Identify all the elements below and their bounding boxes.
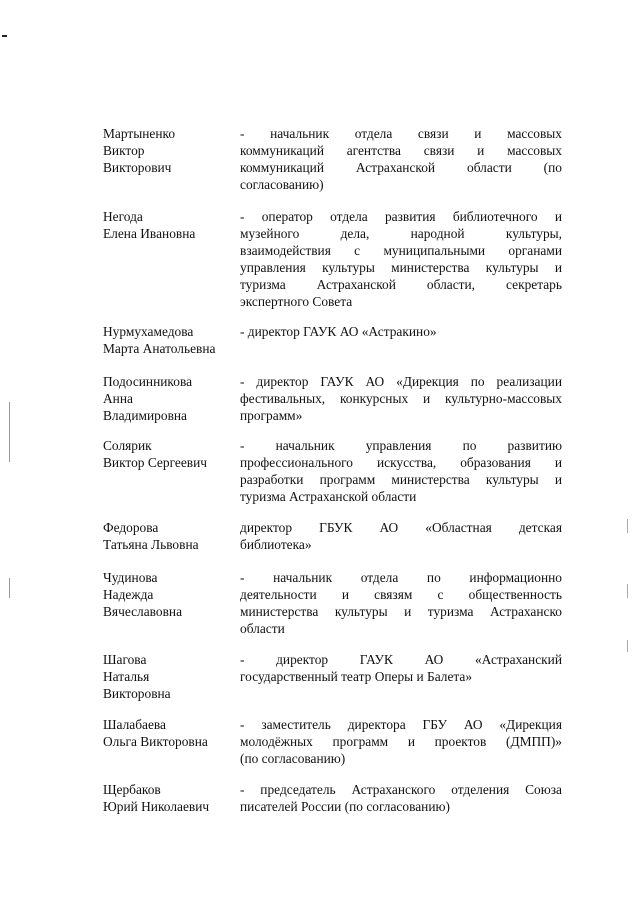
scan-mark-left-2 — [9, 578, 10, 598]
member-position-line: согласованию) — [240, 177, 324, 192]
member-position-line: туризма Астраханской области — [240, 489, 417, 504]
member-position-line: - директор ГАУК АО «Дирекция по реализации — [240, 374, 562, 389]
member-name — [103, 373, 237, 424]
scan-mark-right-2 — [627, 584, 628, 598]
member-name-line: Чудинова — [103, 570, 158, 585]
member-name-line: Вячеславовна — [103, 604, 183, 619]
member-name — [103, 781, 237, 815]
member-name-line: Федорова — [103, 520, 159, 535]
member-name-line: Солярик — [103, 438, 152, 453]
member-name-line: Нурмухамедова — [103, 324, 194, 339]
member-position-line: государственный театр Оперы и Балета» — [240, 669, 473, 684]
member-position-line: библиотека» — [240, 537, 312, 552]
member-position — [240, 569, 562, 637]
member-position-line: министерства культуры и туризма Астраханско — [240, 604, 562, 619]
member-position-line: разработки программ министерства культуры и — [240, 472, 562, 487]
member-position-line: - председатель Астраханского отделения Союза — [240, 782, 562, 797]
scan-mark-right-1 — [627, 519, 628, 533]
member-position — [240, 519, 562, 553]
member-name — [103, 323, 237, 357]
member-position-line: области — [240, 621, 285, 636]
scan-mark-top-left — [2, 35, 7, 37]
member-position — [240, 437, 562, 505]
member-position — [240, 716, 562, 767]
member-name-line: Мартыненко — [103, 126, 176, 141]
member-name-line: Ольга Викторовна — [103, 734, 208, 749]
scan-mark-right-3 — [627, 640, 628, 652]
member-position — [240, 651, 562, 685]
member-position-line: управления культуры министерства культуры и — [240, 260, 562, 275]
member-name-line: Анна — [103, 391, 133, 406]
member-name — [103, 437, 237, 471]
member-name-line: Викторовна — [103, 686, 171, 701]
member-position-line: туризма Астраханской области, секретарь — [240, 277, 562, 292]
member-position-line: - начальник отдела по информационно — [240, 570, 562, 585]
member-name-line: Наталья — [103, 669, 150, 684]
scan-mark-left-1 — [9, 402, 10, 462]
member-position-line: музейного дела, народной культуры, — [240, 226, 562, 241]
member-name — [103, 125, 237, 176]
member-position-line: профессионального искусства, образования и — [240, 455, 562, 470]
member-name — [103, 651, 237, 702]
member-name-line: Владимировна — [103, 408, 187, 423]
member-position-line: директор ГБУК АО «Областная детская — [240, 520, 562, 535]
member-name-line: Шагова — [103, 652, 147, 667]
member-name-line: Надежда — [103, 587, 154, 602]
member-name-line: Виктор Сергеевич — [103, 455, 207, 470]
member-position-line: коммуникаций агентства связи и массовых — [240, 143, 562, 158]
member-position — [240, 208, 562, 310]
member-position-line: - начальник отдела связи и массовых — [240, 126, 562, 141]
member-position-line: - директор ГАУК АО «Астракино» — [240, 324, 437, 339]
member-position-line: (по согласованию) — [240, 751, 346, 766]
member-position-line: молодёжных программ и проектов (ДМПП)» — [240, 734, 562, 749]
member-position-line: программ» — [240, 408, 303, 423]
member-name — [103, 208, 237, 242]
member-name-line: Юрий Николаевич — [103, 799, 210, 814]
member-name-line: Викторович — [103, 160, 172, 175]
member-position-line: - начальник управления по развитию — [240, 438, 562, 453]
member-name-line: Щербаков — [103, 782, 161, 797]
member-position — [240, 373, 562, 424]
member-name — [103, 519, 237, 553]
member-position — [240, 125, 562, 193]
member-name-line: Виктор — [103, 143, 145, 158]
member-name-line: Подосинникова — [103, 374, 193, 389]
member-name — [103, 716, 237, 750]
member-name-line: Татьяна Львовна — [103, 537, 199, 552]
member-position-line: деятельности и связям с общественность — [240, 587, 562, 602]
member-position-line: - оператор отдела развития библиотечного и — [240, 209, 562, 224]
member-position-line: - заместитель директора ГБУ АО «Дирекция — [240, 717, 562, 732]
member-name-line: Негода — [103, 209, 143, 224]
member-position-line: фестивальных, конкурсных и культурно-массовых — [240, 391, 562, 406]
member-position-line: экспертного Совета — [240, 294, 353, 309]
member-name-line: Шалабаева — [103, 717, 166, 732]
member-position-line: коммуникаций Астраханской области (по — [240, 160, 562, 175]
member-name — [103, 569, 237, 620]
member-position-line: - директор ГАУК АО «Астраханский — [240, 652, 562, 667]
member-position — [240, 781, 562, 815]
member-name-line: Марта Анатольевна — [103, 341, 216, 356]
member-position-line: писателей России (по согласованию) — [240, 799, 450, 814]
member-position — [240, 323, 562, 340]
member-name-line: Елена Ивановна — [103, 226, 196, 241]
member-position-line: взаимодействия с муниципальными органами — [240, 243, 562, 258]
